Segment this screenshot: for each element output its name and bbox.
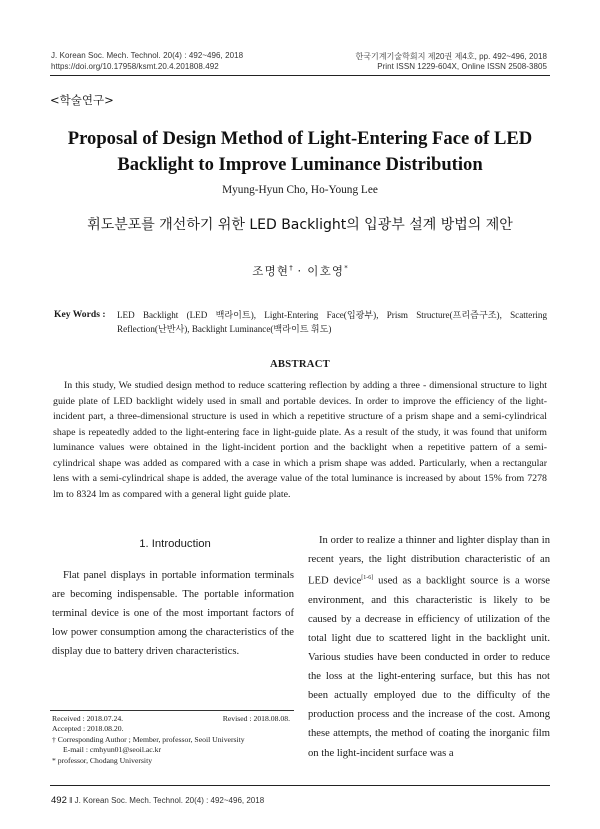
footnote-received	[52, 714, 296, 724]
intro-right-text-b: used as a backlight source is a worse environment, and this characteristic is likely to be caused by a decrease in efficiency of utilization of the total light due to scattered light in the backlight unit. Various studies have been conducted in order to reduce the loss at the light-entering surface, but this has not been actually employed due to the difficulty of the production process and the increase of the cost. Among these attempts, the method of coating the inorganic film on the light-incident surface was a	[308, 575, 550, 759]
footer-journal: J. Korean Soc. Mech. Technol. 20(4) : 492~496, 2018	[74, 796, 265, 805]
intro-left-column: Flat panel displays in portable information terminals are becoming indispensable. The portable information terminal device is one of the most important factors of low power consumption among the characteristics of the display due to battery driven characteristics.	[52, 570, 294, 657]
paper-title-ko: 휘도분포를 개선하기 위한 LED Backlight의 입광부 설계 방법의 제안	[87, 217, 513, 233]
author-second: 이호영	[307, 264, 345, 278]
header-rule	[50, 75, 550, 76]
author-separator: ·	[292, 264, 308, 278]
page-footer	[51, 795, 264, 806]
footer-rule	[50, 785, 550, 786]
intro-right-column	[308, 531, 550, 763]
authors-ko	[50, 263, 550, 279]
affiliation-mark: *	[344, 264, 348, 273]
journal-citation-en: J. Korean Soc. Mech. Technol. 20(4) : 492~496, 2018	[51, 51, 244, 60]
section-heading-introduction: 1. Introduction	[139, 538, 211, 550]
keywords-text: LED Backlight (LED 백라이트), Light-Entering Face(입광부), Prism Structure(프리즘구조), Scattering Reflection(난반사), Backlight Luminance(백라이트 휘도)	[117, 310, 547, 334]
intro-right-text-a: In order to realize a thinner and lighter display than in recent years, the light distribution characteristic of an LED device	[308, 535, 550, 587]
footnote-rule	[50, 710, 294, 711]
article-category: <학술연구>	[50, 93, 114, 107]
author-first: 조명현	[252, 264, 290, 278]
received-date: Received : 2018.07.24.	[52, 714, 124, 723]
citation-ref[interactable]: [1-6]	[361, 575, 374, 582]
footnote-corresponding: † Corresponding Author ; Member, professor, Seoil University	[52, 735, 245, 744]
issn-info: Print ISSN 1229-604X, Online ISSN 2508-3805	[377, 62, 547, 71]
abstract-heading: ABSTRACT	[269, 359, 331, 370]
footnote-accepted: Accepted : 2018.08.20.	[52, 724, 124, 733]
doi-link[interactable]: https://doi.org/10.17958/ksmt.20.4.201808.492	[51, 62, 219, 71]
page-number: 492	[51, 795, 67, 806]
paper-title-en: Proposal of Design Method of Light-Entering Face of LED Backlight to Improve Luminance Distribution	[67, 128, 533, 175]
journal-citation-ko: 한국기계기술학회지 제20권 제4호, pp. 492~496, 2018	[355, 52, 547, 61]
footnote-professor: * professor, Chodang University	[52, 756, 153, 765]
abstract-text: In this study, We studied design method to reduce scattering reflection by adding a three - dimensional structure to light guide plate of LED backlight widely used in small and portable devices. In order to improve the efficiency of the light-incident part, a three-dimensional structure is used in which a repetitive structure of a prism shape and a semi-cylindrical shape is repeatedly added to the light-entering face in light-guide plate. As a result of the study, it was found that uniform luminance values were obtained in the light-incident portion and the backlight when a repetitive pattern of a semi-cylindrical shape was added as compared with a case in which a prism shape was added. Particularly, when a rectangular lens with a semi-cylindrical shape is added, the average value of the total luminance is increased by about 15% from 7278 lm to 8324 lm as compared with a general light guide plate.	[53, 380, 547, 500]
footer-separator: ‖	[66, 796, 75, 805]
authors-en: Myung-Hyun Cho, Ho-Young Lee	[222, 184, 378, 196]
corresponding-mark: †	[289, 264, 293, 273]
revised-date: Revised : 2018.08.08.	[222, 714, 290, 723]
footnote-email[interactable]: E-mail : cmhyun01@seoil.ac.kr	[63, 745, 162, 754]
keywords-label: Key Words :	[54, 309, 106, 320]
